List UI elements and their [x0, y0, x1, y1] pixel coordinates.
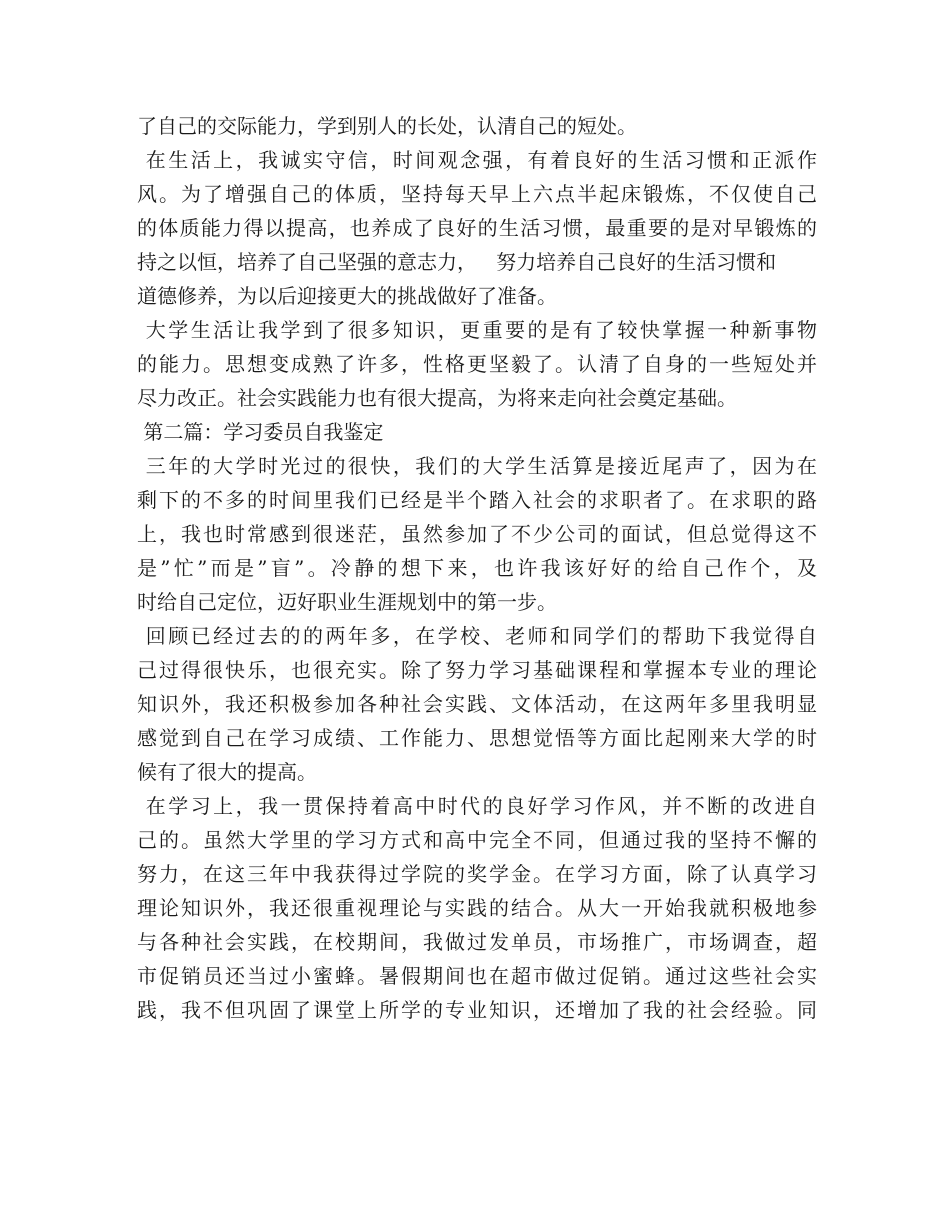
- text-line: 理论知识外，我还很重视理论与实践的结合。从大一开始我就积极地参: [137, 896, 817, 920]
- text-line: 在生活上，我诚实守信，时间观念强，有着良好的生活习惯和正派作: [137, 148, 817, 172]
- text-line: 风。为了增强自己的体质，坚持每天早上六点半起床锻炼，不仅使自己: [137, 182, 817, 206]
- text-line: 的体质能力得以提高，也养成了良好的生活习惯，最重要的是对早锻炼的: [137, 216, 817, 240]
- text-line: 己过得很快乐，也很充实。除了努力学习基础课程和掌握本专业的理论: [137, 658, 817, 682]
- text-line: 回顾已经过去的的两年多，在学校、老师和同学们的帮助下我觉得自: [137, 624, 817, 648]
- text-line: 市促销员还当过小蜜蜂。暑假期间也在超市做过促销。通过这些社会实: [137, 964, 817, 988]
- section-heading: 第二篇：学习委员自我鉴定: [137, 420, 384, 444]
- document-body: [137, 109, 817, 1027]
- text-line: 大学生活让我学到了很多知识，更重要的是有了较快掌握一种新事物: [137, 318, 817, 342]
- text-line: 己的。虽然大学里的学习方式和高中完全不同，但通过我的坚持不懈的: [137, 828, 817, 852]
- text-line: 候有了很大的提高。: [137, 760, 317, 784]
- text-line: 三年的大学时光过的很快，我们的大学生活算是接近尾声了，因为在: [137, 454, 817, 478]
- text-line: 知识外，我还积极参加各种社会实践、文体活动，在这两年多里我明显: [137, 692, 817, 716]
- text-line: 的能力。思想变成熟了许多，性格更坚毅了。认清了自身的一些短处并: [137, 352, 817, 376]
- text-line: 了自己的交际能力，学到别人的长处，认清自己的短处。: [137, 114, 637, 138]
- text-line: 上，我也时常感到很迷茫，虽然参加了不少公司的面试，但总觉得这不: [137, 522, 817, 546]
- text-line: 努力，在这三年中我获得过学院的奖学金。在学习方面，除了认真学习: [137, 862, 817, 886]
- text-line: 时给自己定位，迈好职业生涯规划中的第一步。: [137, 590, 557, 614]
- text-line: 与各种社会实践，在校期间，我做过发单员，市场推广，市场调查，超: [137, 930, 817, 954]
- text-line: 剩下的不多的时间里我们已经是半个踏入社会的求职者了。在求职的路: [137, 488, 817, 512]
- text-line: 在学习上，我一贯保持着高中时代的良好学习作风，并不断的改进自: [137, 794, 817, 818]
- text-line: 道德修养，为以后迎接更大的挑战做好了准备。: [137, 284, 557, 308]
- text-line: 尽力改正。社会实践能力也有很大提高，为将来走向社会奠定基础。: [137, 386, 737, 410]
- text-line: 感觉到自己在学习成绩、工作能力、思想觉悟等方面比起刚来大学的时: [137, 726, 817, 750]
- text-line: 是”忙”而是”盲”。冷静的想下来，也许我该好好的给自己作个，及: [137, 556, 817, 580]
- text-line: 践，我不但巩固了课堂上所学的专业知识，还增加了我的社会经验。同: [137, 998, 817, 1022]
- text-line: 持之以恒，培养了自己坚强的意志力， 努力培养自己良好的生活习惯和: [137, 250, 777, 274]
